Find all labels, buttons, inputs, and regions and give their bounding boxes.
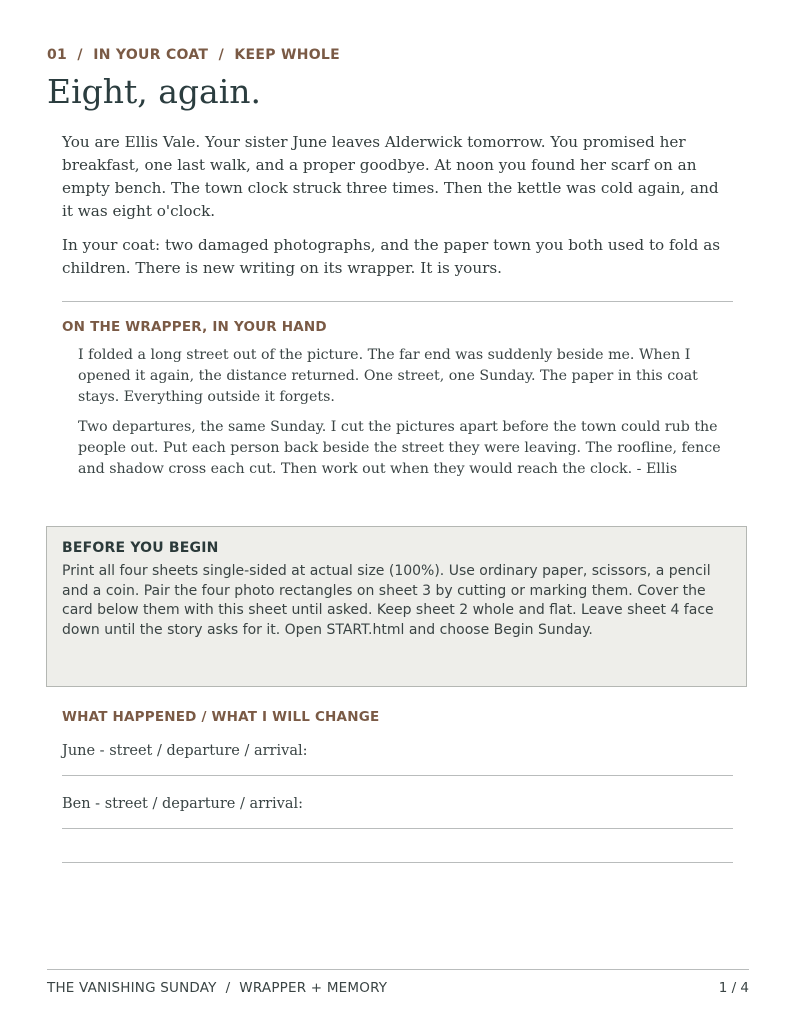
notes-heading: WHAT HAPPENED / WHAT I WILL CHANGE <box>62 709 380 725</box>
before-you-begin-text: Print all four sheets single-sided at actual size (100%). Use ordinary paper, scissors, a pencil and a coin. Pair the four photo rectangles on sheet 3 by cutting or marking them. Cover the card below them with this sheet until asked. Keep sheet 2 whole and flat. Leave sheet 4 face down until the story asks for it. Open START.html and choose Begin Sunday. <box>62 563 714 638</box>
before-you-begin-box <box>46 526 747 687</box>
page-title: Eight, again. <box>47 72 262 111</box>
extra-answer-line <box>62 862 733 863</box>
wrapper-heading: ON THE WRAPPER, IN YOUR HAND <box>62 319 327 335</box>
wrapper-paragraph: I folded a long street out of the picture. The far end was suddenly beside me. When I opened it again, the distance returned. One street, one Sunday. The paper in this coat stays. Everything outside it forgets. <box>78 347 698 405</box>
footer-divider <box>47 969 749 970</box>
june-field-label: June - street / departure / arrival: <box>62 743 308 759</box>
intro-paragraph: In your coat: two damaged photographs, and the paper town you both used to fold as children. There is new writing on its wrapper. It is yours. <box>62 236 721 277</box>
section-kicker: 01 / IN YOUR COAT / KEEP WHOLE <box>47 47 341 63</box>
ben-field-label: Ben - street / departure / arrival: <box>62 796 303 812</box>
june-answer-line <box>62 775 733 776</box>
page-number: 1 / 4 <box>718 980 749 996</box>
divider <box>62 301 733 302</box>
footer-title: THE VANISHING SUNDAY / WRAPPER + MEMORY <box>47 980 388 996</box>
wrapper-note <box>78 345 723 489</box>
intro-paragraph: You are Ellis Vale. Your sister June leaves Alderwick tomorrow. You promised her breakfast, one last walk, and a proper goodbye. At noon you found her scarf on an empty bench. The town clock struck three times. Then the kettle was cold again, and it was eight o'clock. <box>62 133 719 220</box>
ben-answer-line <box>62 828 733 829</box>
intro-text <box>62 131 734 291</box>
wrapper-paragraph: Two departures, the same Sunday. I cut the pictures apart before the town could rub the people out. Put each person back beside the street they were leaving. The roofline, fence and shadow cross each cut. Then work out when they would reach the clock. - Ellis <box>78 419 721 477</box>
before-you-begin-heading: BEFORE YOU BEGIN <box>62 540 219 556</box>
